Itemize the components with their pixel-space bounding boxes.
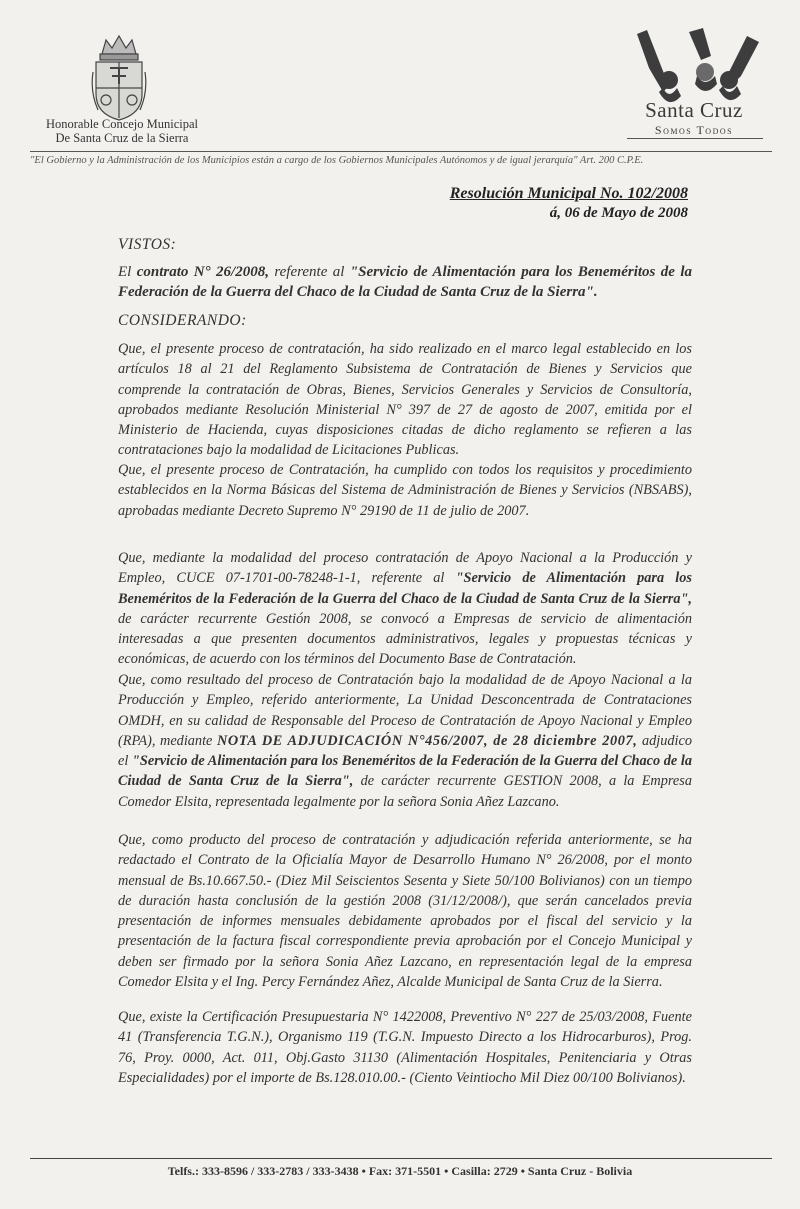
vistos-contract: contrato N° 26/2008, <box>136 264 269 280</box>
p4-service-name: "Servicio de Alimentación para los Beneméritos de la Federación de la Guerra del Chaco de la Ciudad de Santa Cruz de la Sierra", <box>118 753 692 790</box>
vistos-heading: VISTOS: <box>118 236 177 253</box>
considerando-paragraph-6: Que, existe la Certificación Presupuestaria N° 1422008, Preventivo N° 227 de 25/03/2008, Fuente 41 (Transferencia T.G.N.), Organismo 119 (T.G.N. Impuesto Directo a los Hidrocarburos), Prog. 76, Proy. 0000, Act. 011, Obj.Gasto 31130 (Alimentación Hospitales, Penitenciaria y Otras Especialidades) por el importe de Bs.128.010.00.- (Ciento Veintiocho Mil Diez 00/100 Bolivianos). <box>118 1009 692 1086</box>
considerando-paragraph-4 <box>118 670 692 812</box>
council-line-2: De Santa Cruz de la Sierra <box>55 131 189 145</box>
considerando-paragraph-1: Que, el presente proceso de contratación, ha sido realizado en el marco legal establecido en los artículos 18 al 21 del Reglamento Subsistema de Contratación de Bienes y Servicios que comprende la contratación de Obras, Bienes, Servicios Generales y Servicios de Consultoría, aprobados mediante Resolución Ministerial N° 397 de 27 de agosto de 2007, emitida por el Ministerio de Hacienda, cuyas disposiciones citadas de dicho reglamento se refieren a las contrataciones bajo la modalidad de Licitaciones Publicas. <box>118 341 692 459</box>
logo-title: Santa Cruz <box>645 98 743 122</box>
footer-contact: Telfs.: 333-8596 / 333-2783 / 333-3438 • Fax: 371-5501 • Casilla: 2729 • Santa Cruz - Bolivia <box>167 1164 633 1178</box>
vistos-paragraph <box>118 262 692 302</box>
vistos-pre: El <box>118 264 137 280</box>
header-divider <box>30 151 772 152</box>
p4-text-a: Que, como resultado del proceso de Contratación bajo la modalidad de de Apoyo Nacional a la Producción y Empleo, referido anteriormente, La Unidad Desconcentrada de Contrataciones OMDH, en su calidad de Responsable del Proceso de Contratación de Apoyo Nacional y Empleo (RPA), mediante <box>118 672 692 749</box>
p3-text-c: de carácter recurrente Gestión 2008, se convocó a Empresas de servicio de alimentación interesadas a que presenten documentos administrativos, legales y propuestas técnicas y económicas, de acuerdo con los términos del Documento Base de Contratación. <box>118 610 692 668</box>
considerando-heading: CONSIDERANDO: <box>118 312 247 329</box>
considerando-paragraph-3 <box>118 548 692 670</box>
vistos-mid: referente al <box>268 264 350 280</box>
p4-text-e: de carácter recurrente GESTION 2008, a la Empresa Comedor Elsita, representada legalmente por la señora Sonia Añez Lazcano. <box>118 773 692 810</box>
logo-underline <box>627 138 763 139</box>
council-name <box>22 117 222 145</box>
resolution-title: Resolución Municipal No. 102/2008 <box>449 185 688 202</box>
p3-text-a: Que, mediante la modalidad del proceso contratación de Apoyo Nacional a la Producción y Empleo, CUCE 07-1701-00-78248-1-1, referente al <box>118 550 692 587</box>
constitution-quote: "El Gobierno y la Administración de los Municipios están a cargo de los Gobiernos Municipales Autónomos y de igual jerarquía" Art. 200 C.P.E. <box>30 155 644 166</box>
p4-text-c: adjudico el <box>118 732 692 770</box>
p4-adjudication-note: NOTA DE ADJUDICACIÓN N°456/2007, de 28 diciembre 2007, <box>216 732 638 749</box>
council-line-1: Honorable Concejo Municipal <box>45 117 199 131</box>
coat-of-arms-icon <box>88 32 150 122</box>
footer-divider <box>30 1158 772 1159</box>
vistos-service: "Servicio de Alimentación para los Beneméritos de la Federación de la Guerra del Chaco de la Ciudad de Santa Cruz de la Sierra". <box>118 264 692 300</box>
considerando-paragraph-2: Que, el presente proceso de Contratación, ha cumplido con todos los requisitos y procedimiento establecidos en la Norma Básicas del Sistema de Administración de Bienes y Servicios (NBSABS), aprobadas mediante Decreto Supremo N° 29190 de 11 de julio de 2007. <box>118 462 692 519</box>
resolution-date: á, 06 de Mayo de 2008 <box>549 205 688 221</box>
considerando-paragraph-5: Que, como producto del proceso de contratación y adjudicación referida anteriormente, se ha redactado el Contrato de la Oficialía Mayor de Desarrollo Humano N° 26/2008, por el monto mensual de Bs.10.667.50.- (Diez Mil Seiscientos Sesenta y Siete 50/100 Bolivianos) con un tiempo de duración hasta conclusión de la gestión 2008 (31/12/2008/), que serán cancelados previa presentación de informes mensuales debidamente aprobados por el fiscal del servicio y la presentación de la factura fiscal correspondiente previa aprobación por el Concejo Municipal y deben ser firmado por la señora Sonia Añez Lazcano, en representación legal de la empresa Comedor Elsita y el Ing. Percy Fernández Añez, Alcalde Municipal de Santa Cruz de la Sierra. <box>118 832 692 991</box>
logo-subtitle: Somos Todos <box>654 123 734 137</box>
p3-service-name: "Servicio de Alimentación para los Beneméritos de la Federación de la Guerra del Chaco de la Ciudad de Santa Cruz de la Sierra", <box>118 570 692 607</box>
